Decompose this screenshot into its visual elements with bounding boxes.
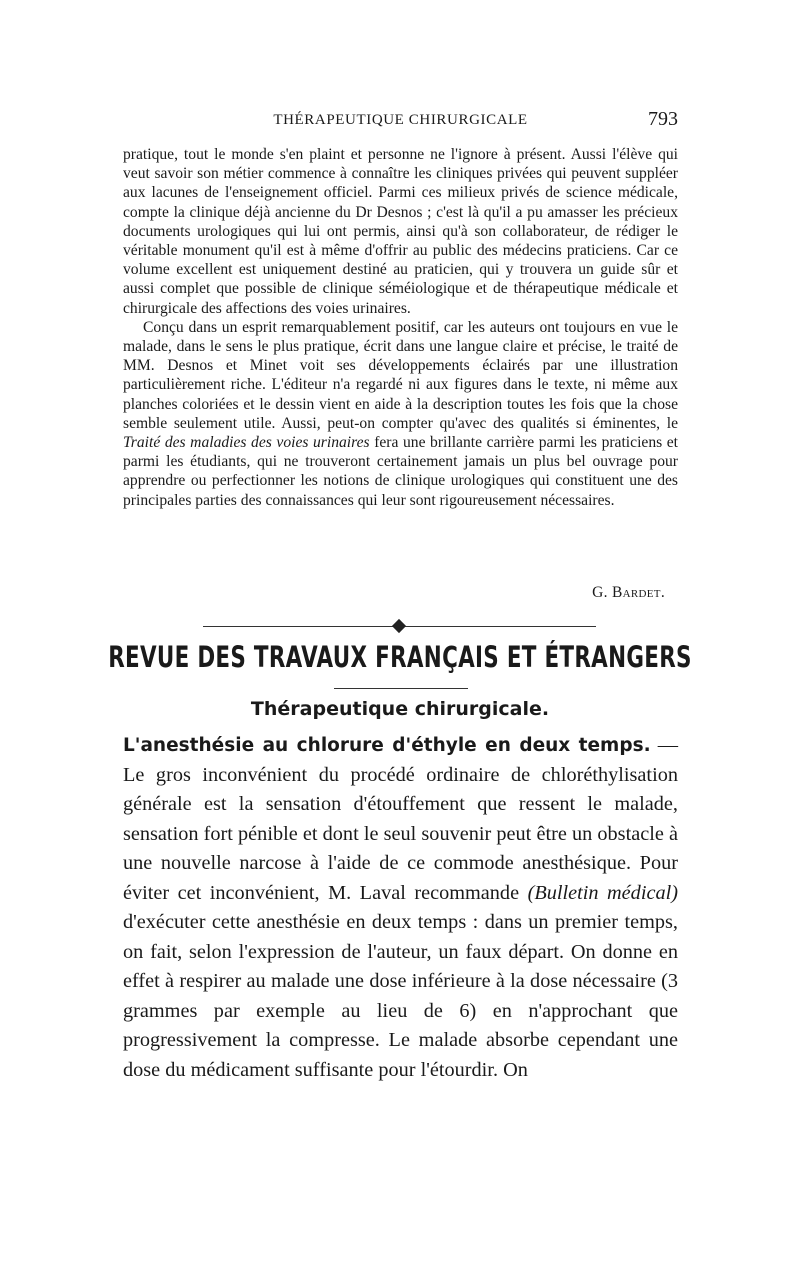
article-text-span: d'exécuter cette anesthésie en deux temps : dans un premier temps, on fait, selon l'expression de l'auteur, un faux départ. On donne en effet à respirer au malade une dose inférieure à la dose nécessaire (3 grammes par exemple au lieu de 6) en n'approchant que progressivement la compresse. Le malade absorbe cependant une dose du médicament suffisante pour l'étourdir. On	[123, 911, 678, 1081]
ornamental-divider	[203, 622, 596, 632]
book-review-text	[123, 145, 678, 510]
title-rule	[334, 688, 468, 689]
running-title: THÉRAPEUTIQUE CHIRURGICALE	[273, 112, 528, 128]
review-text-span: fera une brillante carrière parmi les praticiens et parmi les étudiants, qui ne trouveront certainement jamais un plus bel ouvrage pour apprendre ou perfectionner les notions de clinique urologiques qui constituent une des principales parties des connaissances qui leur sont rigoureusement nécessaires.	[123, 434, 679, 509]
review-signature: G. Bardet.	[592, 584, 665, 601]
article-text-span: — Le gros inconvénient du procédé ordinaire de chloréthylisation générale est la sensation d'étouffement que ressent le malade, sensation fort pénible et dont le seul souvenir peut être un obstacle à une nouvelle narcose à l'aide de ce commode anesthésique. Pour éviter cet inconvénient, M. Laval recommande	[123, 734, 678, 904]
book-title: Traité des maladies des voies urinaires	[123, 434, 370, 452]
running-head	[123, 108, 678, 134]
article-title: L'anesthésie au chlorure d'éthyle en deux temps.	[123, 735, 651, 756]
page-number: 793	[648, 108, 678, 130]
review-paragraph: pratique, tout le monde s'en plaint et personne ne l'ignore à présent. Aussi l'élève qui veut savoir son métier commence à connaître les cliniques privées qui peuvent suppléer aux lacunes de l'enseignement officiel. Parmi ces milieux privés de science médicale, compte la clinique déjà ancienne du Dr Desnos ; c'est là qu'il a pu amasser les précieux documents urologiques qui lui ont permis, ainsi qu'à son collaborateur, de rédiger le véritable monument qu'il est à même d'offrir au public des médecins praticiens. Car ce volume excellent est uniquement destiné au praticien, qui y trouvera un guide sûr et aussi complet que possible de clinique séméiologique et de thérapeutique médicale et chirurgicale des affections des voies urinaires.	[123, 146, 678, 317]
article-body	[123, 731, 678, 1085]
article-paragraph	[123, 731, 678, 1085]
review-paragraph	[123, 318, 678, 510]
journal-citation: (Bulletin médical)	[527, 881, 678, 904]
diamond-ornament-icon	[391, 619, 405, 633]
section-subtitle: Thérapeutique chirurgicale.	[250, 698, 550, 720]
section-title: REVUE DES TRAVAUX FRANÇAIS ET ÉTRANGERS	[108, 640, 692, 674]
review-text-span: Conçu dans un esprit remarquablement positif, car les auteurs ont toujours en vue le malade, dans le sens le plus pratique, écrit dans une langue claire et précise, le traité de MM. Desnos et Minet voit ses développements éclairés par une illustration particulièrement riche. L'éditeur n'a regardé ni aux figures dans le texte, ni même aux planches coloriées et le dessin vient en aide à la description toutes les fois que la chose semble seulement utile. Aussi, peut-on compter qu'avec des qualités si éminentes, le	[123, 318, 678, 432]
